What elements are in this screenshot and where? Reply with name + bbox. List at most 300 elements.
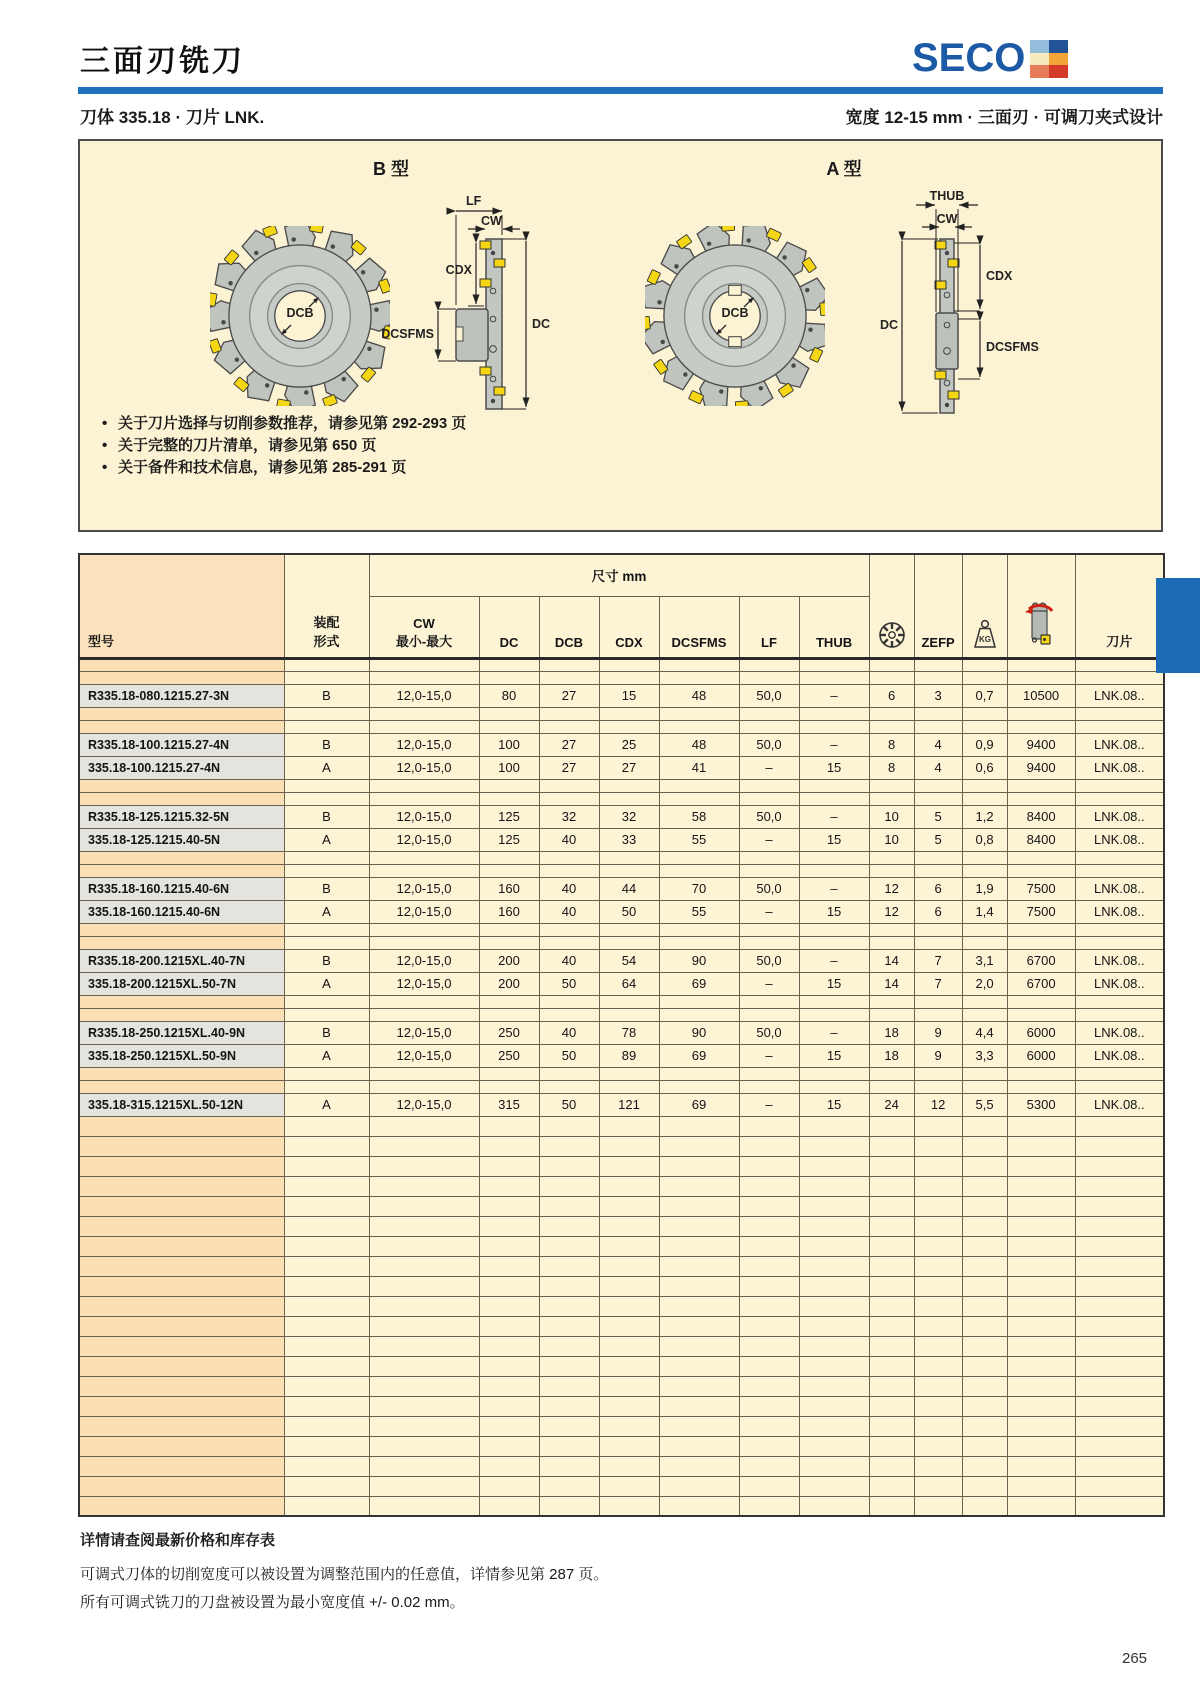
table-cell (539, 1176, 599, 1196)
table-cell (1007, 923, 1075, 936)
table-cell: 5300 (1007, 1093, 1075, 1116)
table-cell (369, 995, 479, 1008)
table-cell: – (799, 949, 869, 972)
table-cell (479, 658, 539, 671)
model-cell (79, 923, 284, 936)
model-cell (79, 864, 284, 877)
table-cell (1075, 792, 1164, 805)
table-cell (539, 1080, 599, 1093)
table-cell (962, 1216, 1007, 1236)
table-cell (1007, 1356, 1075, 1376)
table-cell (539, 1416, 599, 1436)
dim-cdx-label: CDX (445, 263, 472, 277)
table-cell: 12,0-15,0 (369, 972, 479, 995)
table-cell (739, 779, 799, 792)
table-cell (369, 1156, 479, 1176)
table-cell (539, 923, 599, 936)
table-cell (539, 864, 599, 877)
max-rpm-icon (1021, 598, 1061, 650)
table-cell (1007, 1336, 1075, 1356)
table-cell: 69 (659, 972, 739, 995)
table-cell: 50,0 (739, 805, 799, 828)
table-cell (739, 1116, 799, 1136)
table-cell (869, 851, 914, 864)
table-cell: A (284, 1044, 369, 1067)
model-cell (79, 779, 284, 792)
table-cell (284, 1416, 369, 1436)
table-cell (739, 1416, 799, 1436)
table-cell (369, 1276, 479, 1296)
table-cell: 32 (539, 805, 599, 828)
table-cell (659, 671, 739, 684)
table-cell (369, 936, 479, 949)
table-cell: 25 (599, 733, 659, 756)
table-cell: 69 (659, 1044, 739, 1067)
model-cell: R335.18-200.1215XL.40-7N (79, 949, 284, 972)
empty-row (79, 1476, 1164, 1496)
col-header-zefp: ZEFP (914, 554, 962, 658)
table-cell (914, 1256, 962, 1276)
table-cell (1075, 1276, 1164, 1296)
table-cell (479, 779, 539, 792)
table-cell (1007, 1067, 1075, 1080)
table-cell: 10 (869, 805, 914, 828)
table-cell (1007, 1080, 1075, 1093)
table-cell (1075, 1396, 1164, 1416)
empty-row (79, 1008, 1164, 1021)
table-cell (284, 1296, 369, 1316)
table-cell (369, 720, 479, 733)
table-cell (369, 1008, 479, 1021)
table-cell (914, 1236, 962, 1256)
table-cell: 27 (539, 756, 599, 779)
table-cell (799, 1376, 869, 1396)
table-cell: 160 (479, 900, 539, 923)
table-cell (869, 1067, 914, 1080)
table-cell: 0,9 (962, 733, 1007, 756)
table-cell (599, 720, 659, 733)
table-cell (739, 1456, 799, 1476)
table-cell: – (799, 684, 869, 707)
table-cell (539, 1116, 599, 1136)
table-cell (284, 1156, 369, 1176)
table-cell (369, 1136, 479, 1156)
table-cell: 48 (659, 733, 739, 756)
empty-row (79, 1080, 1164, 1093)
table-cell (1075, 1256, 1164, 1276)
table-cell: 4,4 (962, 1021, 1007, 1044)
table-cell (799, 1116, 869, 1136)
table-cell (479, 995, 539, 1008)
table-cell (479, 1067, 539, 1080)
model-cell: 335.18-250.1215XL.50-9N (79, 1044, 284, 1067)
table-cell: 0,7 (962, 684, 1007, 707)
table-cell (914, 995, 962, 1008)
table-cell (1075, 1136, 1164, 1156)
table-cell (869, 792, 914, 805)
table-cell (479, 720, 539, 733)
table-cell (1075, 923, 1164, 936)
empty-row (79, 1416, 1164, 1436)
table-cell (599, 1156, 659, 1176)
table-cell (799, 1496, 869, 1516)
table-cell (962, 1416, 1007, 1436)
table-cell (479, 864, 539, 877)
table-cell (739, 936, 799, 949)
table-cell: 50,0 (739, 877, 799, 900)
table-cell (369, 1116, 479, 1136)
table-cell (479, 1276, 539, 1296)
table-cell (284, 1376, 369, 1396)
table-cell (1007, 779, 1075, 792)
table-cell: 12,0-15,0 (369, 1044, 479, 1067)
table-cell (659, 707, 739, 720)
table-cell (962, 779, 1007, 792)
table-cell (659, 1008, 739, 1021)
table-cell: 9 (914, 1021, 962, 1044)
table-cell: 5,5 (962, 1093, 1007, 1116)
note-inserts-params: • 关于刀片选择与切削参数推荐，请参见第 292-293 页 (102, 413, 466, 435)
table-cell (539, 1396, 599, 1416)
empty-row (79, 1296, 1164, 1316)
table-cell: 15 (599, 684, 659, 707)
col-header-cdx: CDX (599, 596, 659, 658)
table-cell (284, 1236, 369, 1256)
table-cell (1075, 1067, 1164, 1080)
table-cell (799, 1396, 869, 1416)
table-cell (284, 864, 369, 877)
table-cell (1075, 1496, 1164, 1516)
table-cell (599, 1080, 659, 1093)
table-cell: 7500 (1007, 877, 1075, 900)
table-cell (799, 671, 869, 684)
empty-row (79, 1136, 1164, 1156)
table-cell (914, 864, 962, 877)
table-cell (914, 1476, 962, 1496)
table-cell: 18 (869, 1021, 914, 1044)
cutter-front-view-b (210, 226, 390, 406)
table-cell (1007, 1296, 1075, 1316)
table-cell (284, 1176, 369, 1196)
table-cell (284, 671, 369, 684)
table-cell (799, 1476, 869, 1496)
table-cell: 0,6 (962, 756, 1007, 779)
table-cell: A (284, 756, 369, 779)
table-cell (479, 923, 539, 936)
table-cell (799, 1356, 869, 1376)
table-cell: 54 (599, 949, 659, 972)
table-cell (914, 707, 962, 720)
table-cell (799, 720, 869, 733)
table-cell (599, 1176, 659, 1196)
table-cell (539, 658, 599, 671)
table-cell: 27 (539, 733, 599, 756)
table-cell (869, 1376, 914, 1396)
dim-lf-label: LF (466, 194, 482, 208)
table-cell: 12 (869, 900, 914, 923)
table-cell: – (799, 733, 869, 756)
table-cell (659, 864, 739, 877)
col-header-weight (962, 554, 1007, 658)
table-cell (369, 1456, 479, 1476)
bullet-icon: • (102, 415, 108, 432)
table-cell (869, 864, 914, 877)
table-cell (962, 1316, 1007, 1336)
table-cell: LNK.08.. (1075, 828, 1164, 851)
table-cell (479, 1436, 539, 1456)
table-cell (659, 1116, 739, 1136)
table-cell: – (739, 756, 799, 779)
table-cell (284, 1216, 369, 1236)
seco-logo (912, 36, 1068, 80)
model-cell: 335.18-160.1215.40-6N (79, 900, 284, 923)
table-cell (962, 1196, 1007, 1216)
table-cell: 4 (914, 733, 962, 756)
table-cell (1007, 671, 1075, 684)
table-cell (539, 995, 599, 1008)
table-cell (869, 1008, 914, 1021)
table-cell (1075, 1296, 1164, 1316)
table-cell (369, 1356, 479, 1376)
table-cell (369, 1256, 479, 1276)
table-cell (739, 792, 799, 805)
table-cell (479, 851, 539, 864)
svg-text:KG: KG (978, 634, 991, 644)
table-row (79, 1021, 1164, 1044)
table-cell (479, 1316, 539, 1336)
model-cell: R335.18-250.1215XL.40-9N (79, 1021, 284, 1044)
empty-row (79, 1456, 1164, 1476)
table-cell (284, 707, 369, 720)
table-cell (659, 1196, 739, 1216)
table-cell: 58 (659, 805, 739, 828)
table-cell (914, 1336, 962, 1356)
table-cell (479, 1080, 539, 1093)
table-cell (914, 1080, 962, 1093)
table-cell (599, 1396, 659, 1416)
table-cell (914, 1196, 962, 1216)
table-cell (914, 1136, 962, 1156)
table-cell (369, 1176, 479, 1196)
table-cell: 70 (659, 877, 739, 900)
dim-dc-label: DC (532, 317, 551, 331)
table-cell (369, 707, 479, 720)
col-header-dcsfms: DCSFMS (659, 596, 739, 658)
table-cell: 6 (869, 684, 914, 707)
empty-row (79, 1336, 1164, 1356)
weight-kg-icon (971, 618, 999, 650)
table-cell (659, 1356, 739, 1376)
table-cell (1007, 864, 1075, 877)
table-cell (799, 1176, 869, 1196)
table-cell (599, 779, 659, 792)
table-cell: 90 (659, 1021, 739, 1044)
table-cell (1075, 1176, 1164, 1196)
table-cell (869, 995, 914, 1008)
table-cell (539, 1316, 599, 1336)
dim-dc-label: DC (879, 318, 898, 332)
table-cell (914, 720, 962, 733)
table-cell (739, 1156, 799, 1176)
empty-row (79, 1356, 1164, 1376)
spec-table (78, 553, 1165, 1517)
table-cell (914, 1296, 962, 1316)
bullet-icon: • (102, 459, 108, 476)
table-cell (1075, 1116, 1164, 1136)
table-cell (369, 779, 479, 792)
table-cell (369, 923, 479, 936)
table-cell (739, 851, 799, 864)
model-cell (79, 1456, 284, 1476)
table-cell: – (799, 1021, 869, 1044)
table-cell (914, 1216, 962, 1236)
table-cell (599, 864, 659, 877)
empty-row (79, 1067, 1164, 1080)
table-cell (599, 658, 659, 671)
model-cell: 335.18-125.1215.40-5N (79, 828, 284, 851)
table-cell (599, 1356, 659, 1376)
table-cell (659, 1236, 739, 1256)
table-cell: 40 (539, 1021, 599, 1044)
table-cell (1075, 658, 1164, 671)
table-cell (369, 1436, 479, 1456)
note-insert-list: • 关于完整的刀片清单，请参见第 650 页 (102, 435, 466, 457)
table-cell (869, 1296, 914, 1316)
table-cell (369, 671, 479, 684)
table-cell (869, 1316, 914, 1336)
table-cell (1075, 1216, 1164, 1236)
empty-row (79, 1236, 1164, 1256)
table-cell: 64 (599, 972, 659, 995)
table-cell (869, 658, 914, 671)
table-cell (599, 1296, 659, 1316)
table-cell (659, 1396, 739, 1416)
table-cell (914, 1456, 962, 1476)
model-cell: R335.18-125.1215.32-5N (79, 805, 284, 828)
table-cell (479, 1396, 539, 1416)
table-cell: A (284, 900, 369, 923)
table-cell (1007, 707, 1075, 720)
table-cell (914, 792, 962, 805)
table-cell (799, 1256, 869, 1276)
table-cell: A (284, 972, 369, 995)
table-cell (599, 1376, 659, 1396)
table-cell (659, 720, 739, 733)
seco-logo-text: SECO (912, 36, 1026, 80)
table-cell (479, 671, 539, 684)
table-cell (962, 720, 1007, 733)
table-cell (962, 923, 1007, 936)
table-cell: 8 (869, 733, 914, 756)
table-cell (962, 936, 1007, 949)
table-cell: 0,8 (962, 828, 1007, 851)
table-cell (659, 1496, 739, 1516)
table-cell (284, 658, 369, 671)
table-cell (599, 1067, 659, 1080)
table-cell (1007, 1316, 1075, 1336)
col-header-thub: THUB (799, 596, 869, 658)
empty-row (79, 1496, 1164, 1516)
table-cell: 7 (914, 972, 962, 995)
empty-row (79, 1396, 1164, 1416)
table-cell (799, 1008, 869, 1021)
table-cell: – (739, 1044, 799, 1067)
empty-row (79, 1436, 1164, 1456)
empty-row (79, 1156, 1164, 1176)
table-cell (739, 1496, 799, 1516)
table-cell (599, 923, 659, 936)
table-cell (1075, 1416, 1164, 1436)
table-cell: 3 (914, 684, 962, 707)
model-cell (79, 658, 284, 671)
bullet-icon: • (102, 437, 108, 454)
table-cell (1075, 1080, 1164, 1093)
table-cell (284, 1436, 369, 1456)
table-cell (962, 1436, 1007, 1456)
model-cell (79, 1008, 284, 1021)
table-cell: 55 (659, 900, 739, 923)
table-cell: 12,0-15,0 (369, 1093, 479, 1116)
table-cell (659, 923, 739, 936)
table-cell (659, 779, 739, 792)
table-cell (962, 707, 1007, 720)
table-cell: – (739, 1093, 799, 1116)
model-cell (79, 792, 284, 805)
table-cell (479, 707, 539, 720)
dim-dcb-label: DCB (286, 306, 314, 320)
table-cell (914, 851, 962, 864)
table-cell (1007, 1236, 1075, 1256)
model-cell (79, 936, 284, 949)
table-cell (599, 936, 659, 949)
table-cell: 12,0-15,0 (369, 900, 479, 923)
table-cell: 15 (799, 1093, 869, 1116)
empty-row (79, 1116, 1164, 1136)
table-cell (369, 1216, 479, 1236)
cutter-side-view-a (838, 191, 1058, 441)
table-cell (1075, 1156, 1164, 1176)
table-cell (869, 1476, 914, 1496)
table-cell: 250 (479, 1021, 539, 1044)
table-cell: B (284, 684, 369, 707)
table-cell (1007, 995, 1075, 1008)
model-cell (79, 1256, 284, 1276)
table-cell (962, 1496, 1007, 1516)
table-cell (739, 1196, 799, 1216)
table-cell (962, 995, 1007, 1008)
table-cell (539, 1196, 599, 1216)
table-cell (479, 1336, 539, 1356)
table-cell (659, 1156, 739, 1176)
table-cell: 50 (539, 1044, 599, 1067)
table-cell (1075, 707, 1164, 720)
table-cell: 3,1 (962, 949, 1007, 972)
table-cell (369, 1376, 479, 1396)
dim-dcsfms-label: DCSFMS (381, 327, 434, 341)
table-cell: 1,9 (962, 877, 1007, 900)
table-cell: 10 (869, 828, 914, 851)
table-cell (962, 1136, 1007, 1156)
table-cell: 15 (799, 828, 869, 851)
table-cell: 9 (914, 1044, 962, 1067)
table-cell: 40 (539, 828, 599, 851)
table-cell: LNK.08.. (1075, 805, 1164, 828)
table-cell (1075, 936, 1164, 949)
table-cell: 40 (539, 949, 599, 972)
empty-row (79, 1216, 1164, 1236)
table-cell (962, 792, 1007, 805)
table-cell (539, 1067, 599, 1080)
